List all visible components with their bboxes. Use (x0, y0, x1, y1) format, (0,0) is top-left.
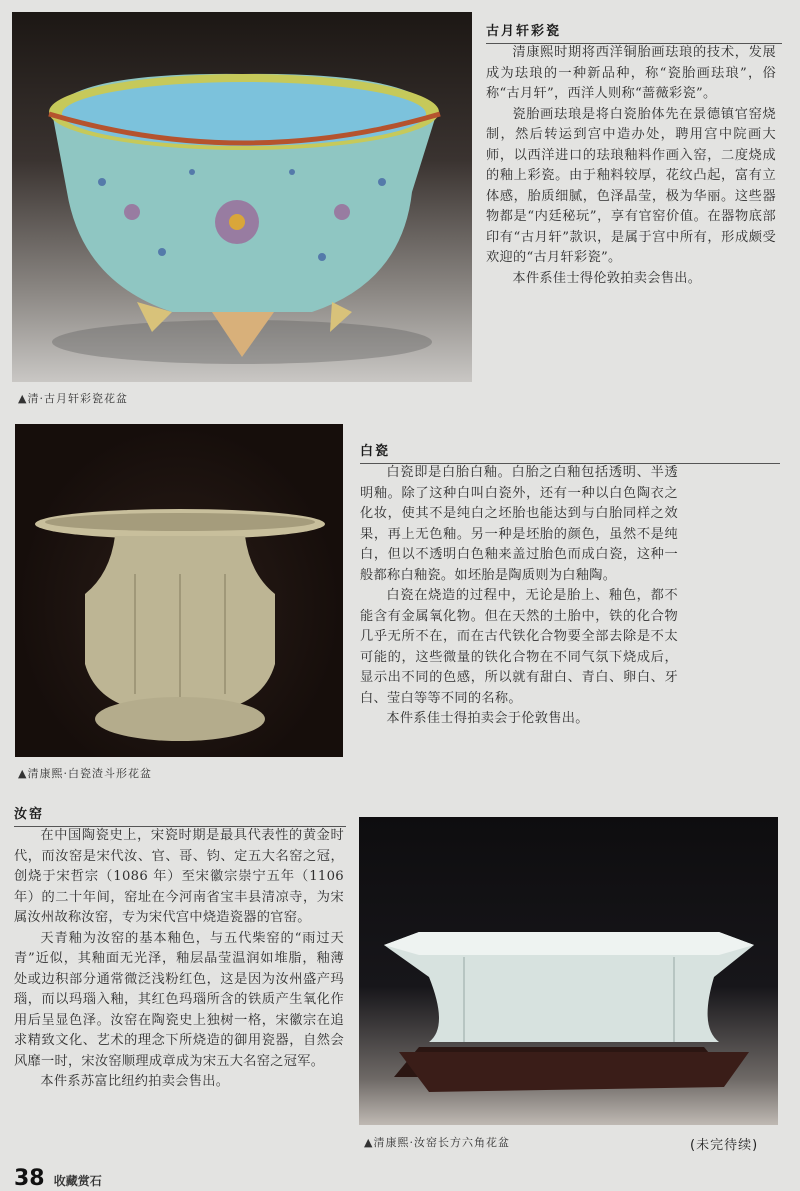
paragraph: 白瓷即是白胎白釉。白胎之白釉包括透明、半透明釉。除了这种白叫白瓷外，还有一种以白色陶衣之化妆，使其不是纯白之坯胎也能达到与白胎同样之效果，再上无色釉。另一种是坯胎的颜色，虽然不是纯白，但以不透明白色釉来盖过胎色而成白瓷，这种一般都称白釉瓷。如坯胎是陶质则为白釉陶。 (360, 465, 678, 583)
paragraph: 瓷胎画珐琅是将白瓷胎体先在景德镇官窑烧制，然后转运到宫中造办处，聘用宫中院画大师，以西洋进口的珐琅釉料作画入窑，二度烧成的釉上彩瓷。由于釉料较厚，花纹凸起，富有立体感，胎质细腻，色泽晶莹，极为华丽。这些器物都是“内廷秘玩”，享有官窑价值。在器物底部印有“古月轩”款识，是属于宫中所有，形成颇受欢迎的“古月轩彩瓷”。 (486, 106, 776, 265)
section-title-ru-kiln: 汝窑 (14, 803, 346, 827)
section-title-white-porcelain: 白瓷 (360, 440, 780, 464)
paragraph: 本件系佳士得伦敦拍卖会售出。 (512, 270, 702, 286)
paragraph: 清康熙时期将西洋铜胎画珐琅的技术，发展成为珐琅的一种新品种，称“瓷胎画珐琅”，俗称“古月轩”，西洋人则称“蔷薇彩瓷”。 (486, 45, 776, 101)
magazine-name: 收藏赏石 (53, 1174, 102, 1188)
photo3-caption: ▲清康熙·汝窑长方六角花盆 (364, 1136, 510, 1149)
to-be-continued-note: (未完待续) (690, 1138, 759, 1153)
photo2-caption: ▲清康熙·白瓷渣斗形花盆 (18, 767, 152, 780)
section-body-white-porcelain (360, 463, 678, 730)
section-title-gu-yue-xuan: 古月轩彩瓷 (486, 20, 782, 44)
photo-ru-ware-hexagonal-planter (359, 817, 778, 1125)
section-body-gu-yue-xuan (486, 43, 776, 289)
paragraph: 在中国陶瓷史上，宋瓷时期是最具代表性的黄金时代，而汝窑是宋代汝、官、哥、钧、定五大名窑之冠，创烧于宋哲宗（1086 年）至宋徽宗崇宁五年（1106 年）的二十年间，窑址在今河南省宝丰县清凉寺，为宋属汝州故称汝窑，专为宋代宫中烧造瓷器的官窑。 (14, 828, 344, 925)
paragraph: 本件系佳士得拍卖会于伦敦售出。 (386, 711, 589, 726)
paragraph: 本件系苏富比纽约拍卖会售出。 (40, 1074, 230, 1089)
photo-white-porcelain-zhadou (15, 424, 343, 757)
section-body-ru-kiln (14, 826, 344, 1093)
photo-enamel-flowerpot (12, 12, 472, 382)
paragraph: 白瓷在烧造的过程中，无论是胎上、釉色，都不能含有金属氧化物。但在天然的土胎中，铁的化合物几乎无所不在，而在古代铁化合物要全部去除是不太可能的，这些微量的铁化合物在不同气氛下烧成后，显示出不同的色感，所以就有甜白、青白、卵白、牙白、莹白等等不同的名称。 (360, 588, 678, 706)
photo1-caption: ▲清·古月轩彩瓷花盆 (18, 392, 128, 405)
paragraph: 天青釉为汝窑的基本釉色，与五代柴窑的“雨过天青”近似，其釉面无光泽，釉层晶莹温润如堆脂，釉薄处或边积部分通常微泛浅粉红色，这是因为汝州盛产玛瑙，而以玛瑙入釉，其红色玛瑙所含的铁质产生氧化作用后呈显色泽。汝窑在陶瓷史上独树一格，宋徽宗在追求精致文化、艺术的理念下所烧造的御用瓷器，自然会风靡一时，宋汝窑顺理成章成为宋五大名窑之冠军。 (14, 930, 344, 1069)
page-number: 38 (14, 1166, 45, 1191)
page-footer (14, 1166, 102, 1191)
